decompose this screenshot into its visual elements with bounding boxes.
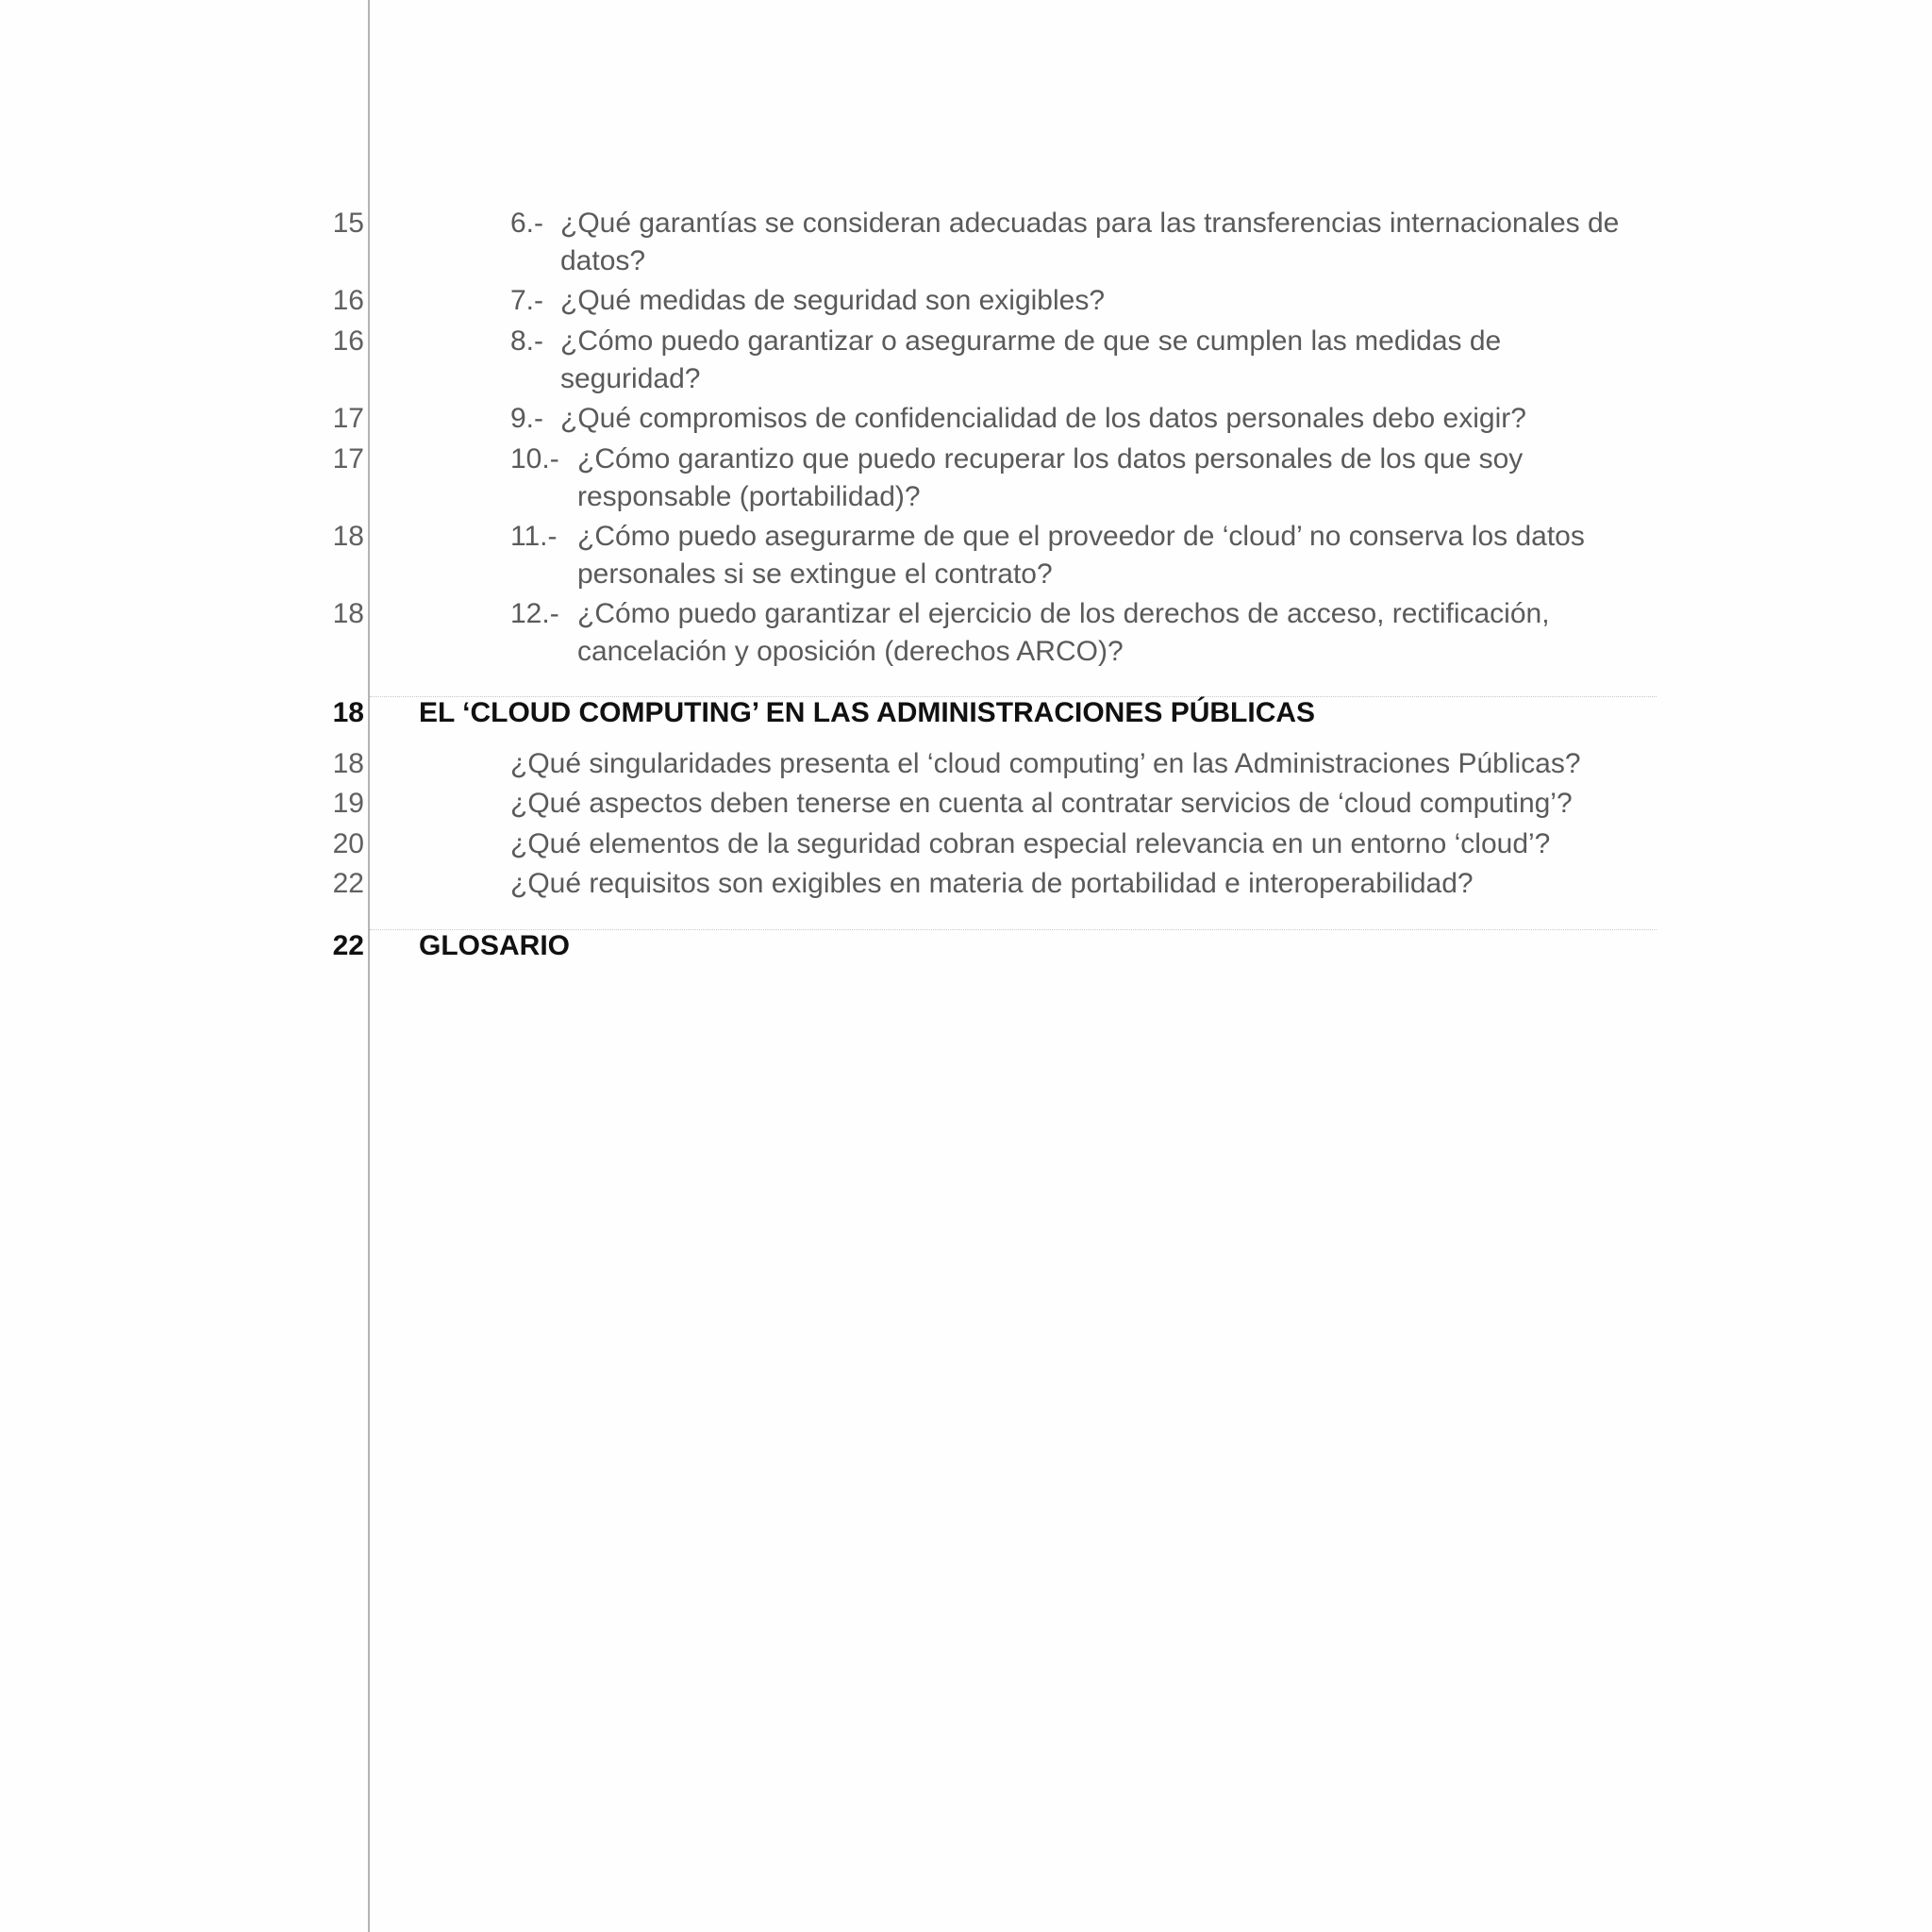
item-number: 10.- bbox=[510, 443, 559, 475]
item-number: 6.- bbox=[510, 208, 544, 239]
entry-line: personales si se extingue el contrato? bbox=[577, 558, 1053, 590]
entry-line: ¿Cómo puedo garantizar el ejercicio de los derechos de acceso, rectificación, bbox=[577, 598, 1550, 629]
page-number-column-divider bbox=[368, 0, 370, 1932]
item-number: 9.- bbox=[510, 403, 544, 434]
item-number: 12.- bbox=[510, 598, 559, 629]
page-number: 16 bbox=[332, 325, 364, 357]
page-number: 18 bbox=[332, 748, 364, 779]
toc-entry-text bbox=[510, 400, 1661, 438]
page-number: 20 bbox=[332, 828, 364, 859]
subentry-text: ¿Qué singularidades presenta el ‘cloud computing’ en las Administraciones Públicas? bbox=[510, 748, 1581, 779]
subentry-text: ¿Qué requisitos son exigibles en materia de portabilidad e interoperabilidad? bbox=[510, 868, 1474, 899]
item-number: 11.- bbox=[510, 521, 558, 552]
entry-line: ¿Qué garantías se consideran adecuadas para las transferencias internacionales de bbox=[560, 208, 1620, 239]
page-number: 17 bbox=[332, 403, 364, 434]
subentry-text: ¿Qué elementos de la seguridad cobran especial relevancia en un entorno ‘cloud’? bbox=[510, 828, 1551, 859]
page-number: 15 bbox=[332, 208, 364, 239]
entry-line: seguridad? bbox=[560, 363, 701, 394]
entry-line: ¿Cómo puedo garantizar o asegurarme de que se cumplen las medidas de bbox=[560, 325, 1502, 357]
toc-entry-text bbox=[510, 323, 1661, 398]
toc-entry-text bbox=[510, 441, 1661, 516]
entry-line: ¿Cómo puedo asegurarme de que el proveedor de ‘cloud’ no conserva los datos bbox=[577, 521, 1585, 552]
section-page-number: 18 bbox=[332, 697, 364, 728]
page-number: 17 bbox=[332, 443, 364, 475]
item-number: 7.- bbox=[510, 285, 544, 316]
toc-entry-text bbox=[510, 595, 1661, 671]
page-number: 22 bbox=[332, 868, 364, 899]
entry-line: ¿Qué compromisos de confidencialidad de los datos personales debo exigir? bbox=[560, 403, 1526, 434]
entry-line: cancelación y oposición (derechos ARCO)? bbox=[577, 636, 1124, 667]
page-number: 18 bbox=[332, 521, 364, 552]
section-page-number: 22 bbox=[332, 930, 364, 961]
entry-line: datos? bbox=[560, 245, 646, 276]
toc-entry-text bbox=[510, 282, 1661, 320]
item-number: 8.- bbox=[510, 325, 544, 357]
section-title: EL ‘CLOUD COMPUTING’ EN LAS ADMINISTRACIONES PÚBLICAS bbox=[419, 697, 1316, 728]
entry-line: responsable (portabilidad)? bbox=[577, 481, 921, 512]
page-number: 19 bbox=[332, 788, 364, 819]
page-number: 18 bbox=[332, 598, 364, 629]
entry-line: ¿Qué medidas de seguridad son exigibles? bbox=[560, 285, 1106, 316]
entry-line: ¿Cómo garantizo que puedo recuperar los datos personales de los que soy bbox=[577, 443, 1524, 475]
toc-entry-text bbox=[510, 205, 1661, 280]
section-title: GLOSARIO bbox=[419, 930, 571, 961]
page-number: 16 bbox=[332, 285, 364, 316]
subentry-text: ¿Qué aspectos deben tenerse en cuenta al contratar servicios de ‘cloud computing’? bbox=[510, 788, 1573, 819]
toc-entry-text bbox=[510, 518, 1661, 593]
